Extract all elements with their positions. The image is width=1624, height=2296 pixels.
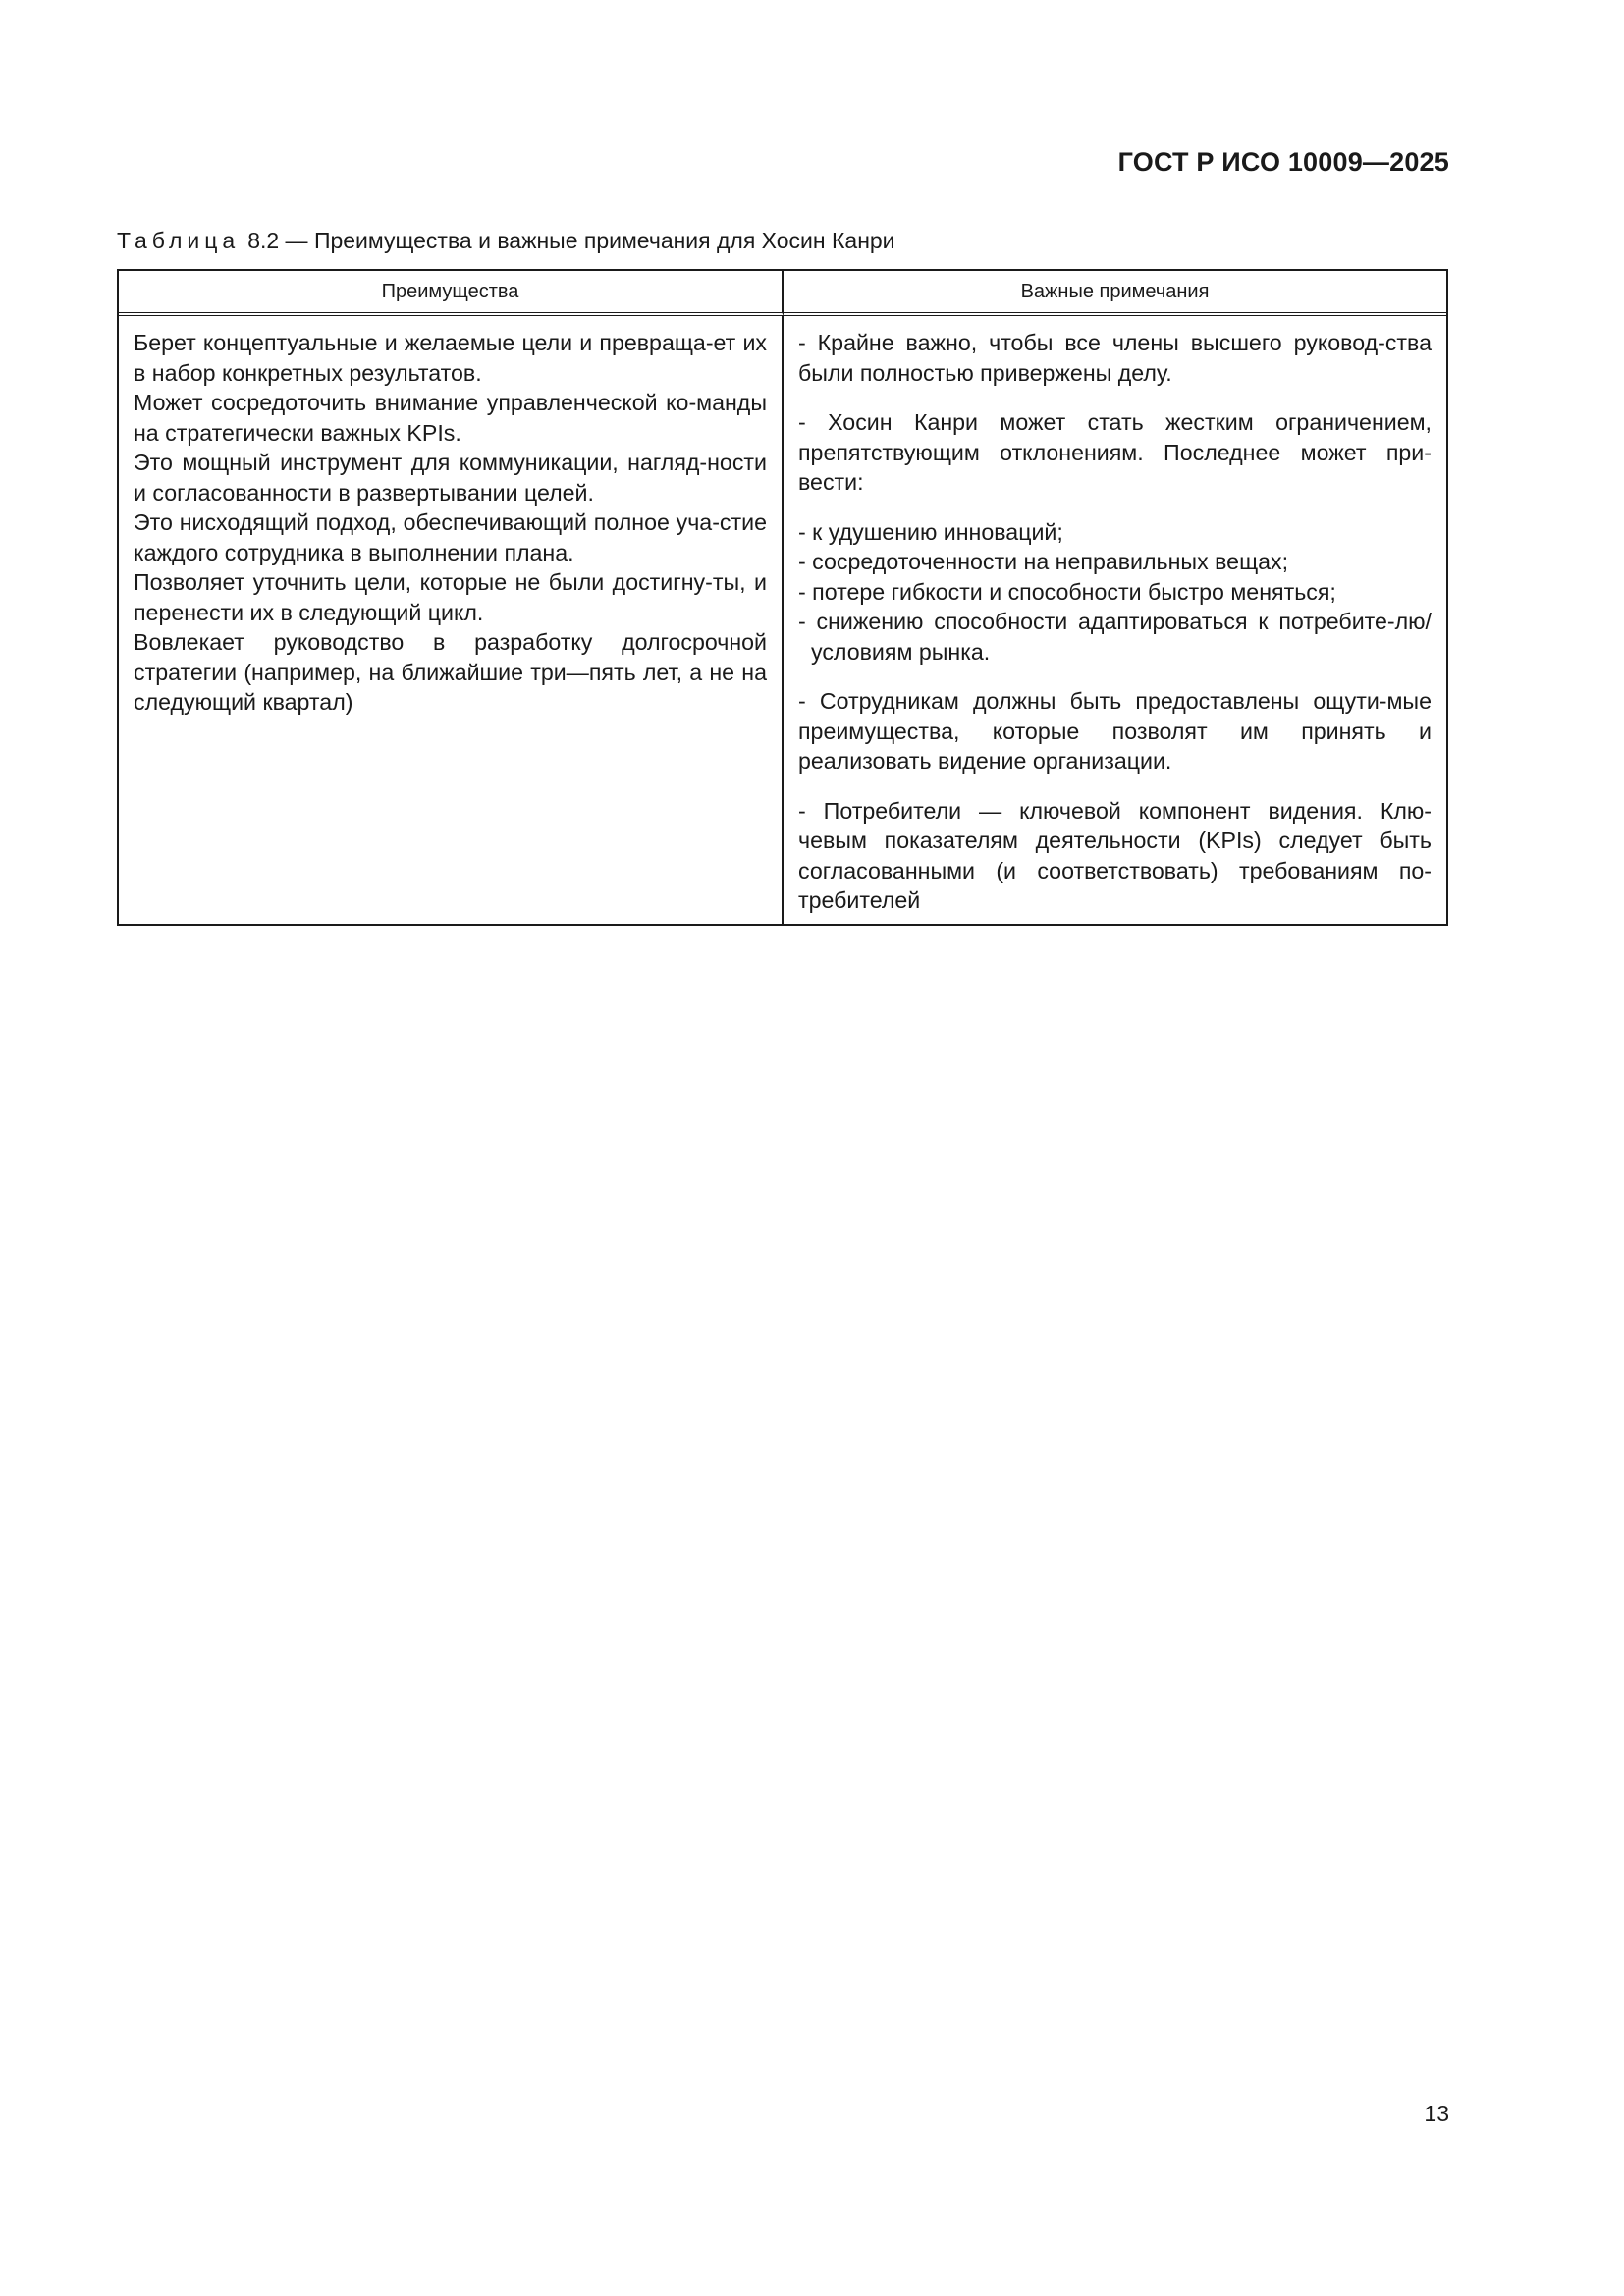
advantages-notes-table	[117, 269, 1448, 926]
note-bullet-list	[798, 517, 1432, 667]
table-caption-text: 8.2 — Преимущества и важные примечания для Хосин Канри	[247, 228, 895, 253]
note-bullet: - к удушению инноваций;	[798, 518, 1063, 545]
note-paragraph: - Потребители — ключевой компонент видения. Клю-чевым показателям деятельности (KPIs) следует быть согласованными (и соответствовать) требованиям по-требителей	[798, 797, 1432, 913]
advantage-item: Позволяет уточнить цели, которые не были достигну-ты, и перенести их в следующий цикл.	[134, 569, 767, 625]
advantage-item: Берет концептуальные и желаемые цели и превраща-ет их в набор конкретных результатов.	[134, 330, 767, 386]
notes-cell	[784, 316, 1446, 924]
advantage-item: Вовлекает руководство в разработку долгосрочной стратегии (например, на ближайшие три—пять лет, а не на следующий квартал)	[134, 629, 767, 715]
note-bullet: - потере гибкости и способности быстро меняться;	[798, 578, 1336, 605]
note-paragraph: - Сотрудникам должны быть предоставлены ощути-мые преимущества, которые позволят им принять и реализовать видение организации.	[798, 688, 1432, 774]
column-header-advantages: Преимущества	[119, 271, 784, 316]
table-caption	[117, 228, 895, 254]
document-code: ГОСТ Р ИСО 10009—2025	[1117, 147, 1449, 177]
note-bullet: - снижению способности адаптироваться к потребите-лю/условиям рынка.	[798, 609, 1432, 665]
page-number: 13	[1424, 2101, 1449, 2126]
note-bullet: - сосредоточенности на неправильных вещах;	[798, 549, 1289, 574]
advantage-item: Это нисходящий подход, обеспечивающий полное уча-стие каждого сотрудника в выполнении плана.	[134, 509, 767, 565]
advantage-item: Это мощный инструмент для коммуникации, нагляд-ности и согласованности в развертывании целей.	[134, 450, 767, 506]
advantage-item: Может сосредоточить внимание управленческой ко-манды на стратегически важных KPIs.	[134, 390, 767, 446]
column-header-notes: Важные примечания	[784, 271, 1446, 316]
advantages-cell	[119, 316, 784, 924]
note-paragraph: - Крайне важно, чтобы все члены высшего руковод-ства были полностью привержены делу.	[798, 330, 1432, 386]
table-caption-label: Таблица	[117, 228, 241, 253]
note-paragraph: - Хосин Канри может стать жестким ограничением, препятствующим отклонениям. Последнее может при-вести:	[798, 409, 1432, 495]
